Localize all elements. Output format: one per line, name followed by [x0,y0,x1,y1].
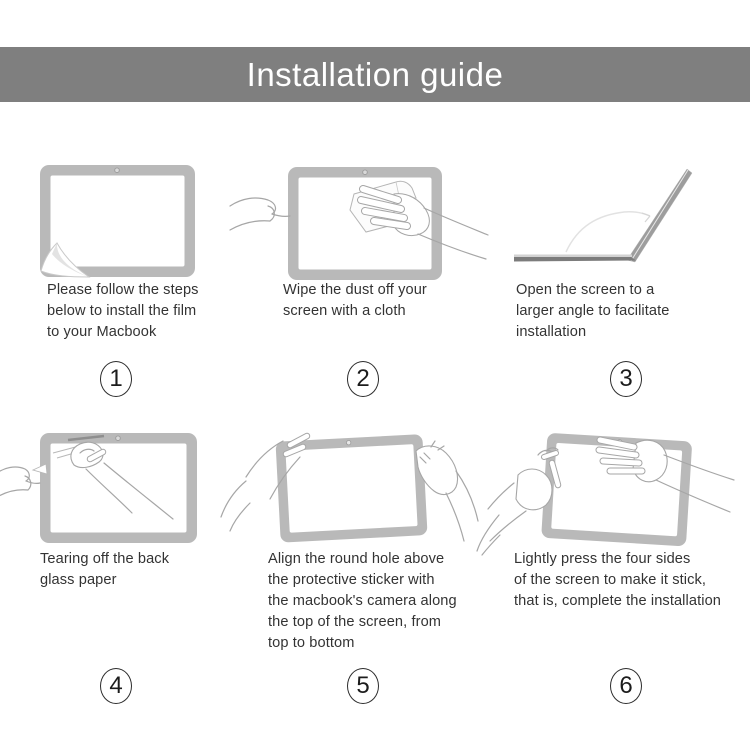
step-number-badge: 2 [347,361,379,397]
laptop-side-view [514,169,692,262]
caption-line: screen with a cloth [283,303,406,319]
step-number-badge: 3 [610,361,642,397]
step-caption [268,549,457,654]
step-panel-2 [250,150,500,418]
step-caption [40,549,169,591]
step-number-badge: 5 [347,668,379,704]
caption-line: larger angle to facilitate [516,303,670,319]
page-title: Installation guide [246,55,504,93]
camera-dot-icon [363,170,368,175]
step-caption [283,280,427,322]
step-panel-3 [500,150,750,418]
caption-line: below to install the film [47,303,197,319]
step-number-badge: 6 [610,668,642,704]
caption-line: top to bottom [268,635,355,651]
caption-line: the macbook's camera along [268,593,457,609]
macbook-screen-with-film-corner-peeled-illustration [0,158,250,284]
caption-line: Align the round hole above [268,551,445,567]
caption-line: to your Macbook [47,324,157,340]
step-caption [516,280,670,343]
camera-dot-icon [115,168,120,173]
step-number-badge: 4 [100,668,132,704]
caption-line: the protective sticker with [268,572,435,588]
camera-dot-icon [346,440,351,445]
step-panel-4 [0,418,250,730]
title-banner [0,47,750,102]
caption-line: glass paper [40,572,117,588]
hands-aligning-film-on-screen-illustration [250,423,500,555]
caption-line: that is, complete the installation [514,593,722,609]
step-panel-6 [500,418,750,730]
step-number-badge: 1 [100,361,132,397]
left-pinch-hand [0,464,47,499]
caption-line: Tearing off the back [40,551,170,567]
caption-line: of the screen to make it stick, [514,572,707,588]
caption-line: Open the screen to a [516,282,655,298]
caption-line: Wipe the dust off your [283,282,427,298]
laptop-opened-wide-angle-illustration [500,158,750,284]
hands-tearing-back-paper-illustration [0,423,250,555]
step-caption [47,280,199,343]
device-screen [285,444,417,533]
step-panel-1 [0,150,250,418]
caption-line: Please follow the steps [47,282,199,298]
hands-pressing-screen-edges-illustration [500,423,750,555]
caption-line: installation [516,324,587,340]
device-screen [51,176,185,267]
camera-dot-icon [116,436,121,441]
neighbor-arm-lines [221,481,250,531]
caption-line: the top of the screen, from [268,614,442,630]
step-caption [514,549,721,612]
caption-line: Lightly press the four sides [514,551,691,567]
laptop-base [514,257,636,262]
hand-wiping-screen-with-cloth-illustration [250,158,500,284]
step-panel-5 [250,418,500,730]
laptop-base-top [514,255,632,258]
